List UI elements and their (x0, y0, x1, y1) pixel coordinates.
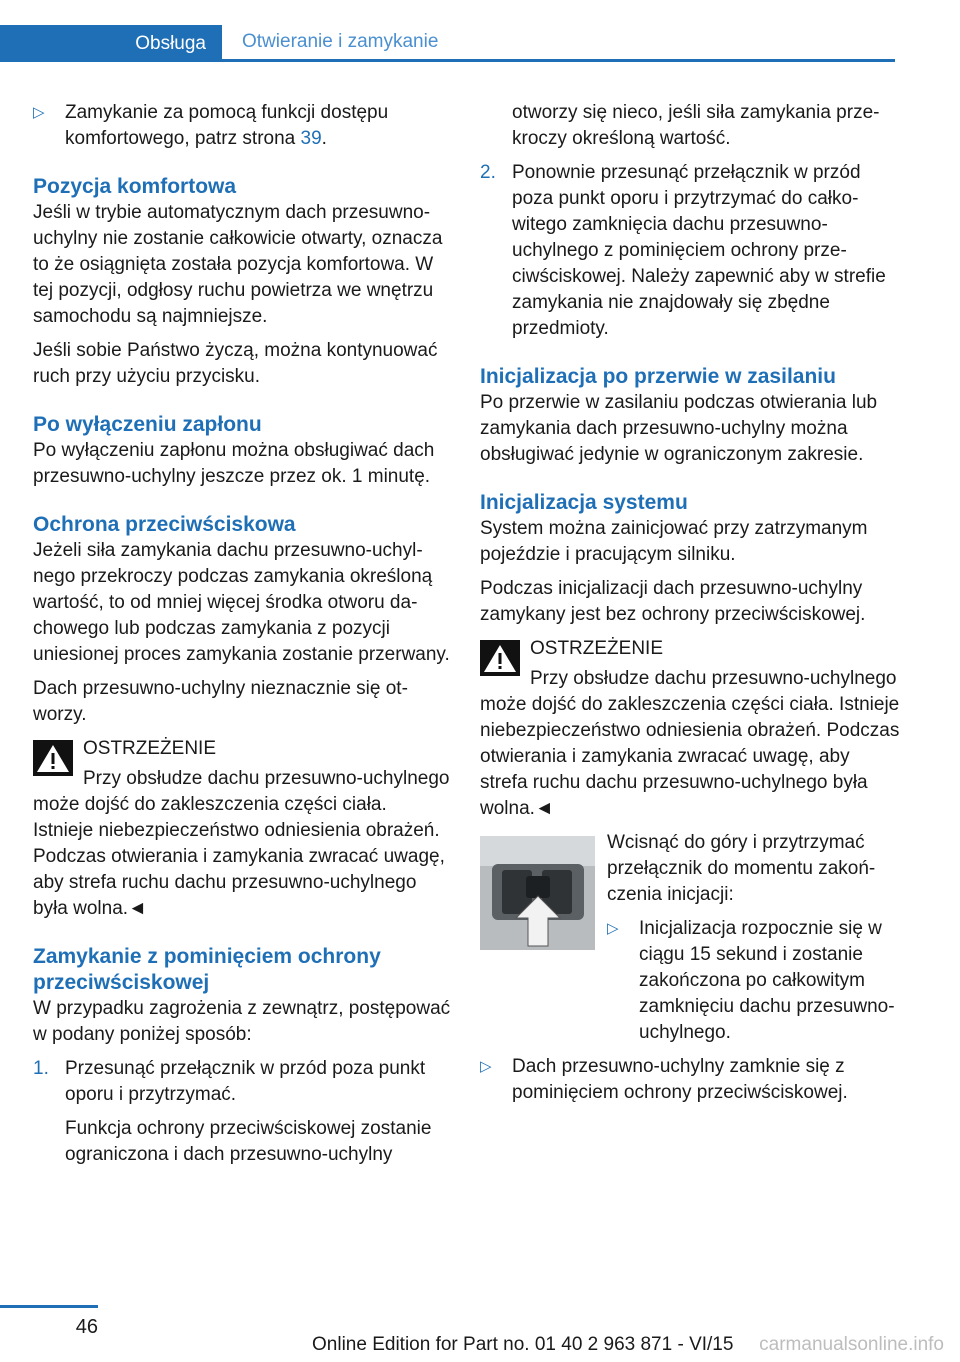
page-link[interactable]: 39 (300, 128, 322, 149)
triangle-bullet-icon: ▷ (607, 920, 619, 937)
edition-text: Online Edition for Part no. 01 40 2 963 871 - VI/15 (312, 1334, 734, 1355)
triangle-bullet-icon: ▷ (33, 104, 45, 121)
warning-block (480, 636, 900, 822)
paragraph: Podczas inicjalizacji dach przesuwno-uchylny zamykany jest bez ochrony przeciwściskowej. (480, 578, 866, 625)
right-column (480, 100, 900, 1114)
heading-ochrona: Ochrona przeciwściskowa (33, 513, 296, 536)
watermark: carmanualsonline.info (759, 1334, 944, 1355)
warning-text: Przy obsłudze dachu przesuwno-uchylnego może dojść do zakleszczenia części ciała. Istnieje niebezpieczeństwo odniesienia obrażeń. Podczas otwierania i zamykania zwracać uwagę, aby strefa ruchu dachu przesuwno-uchylnego była wolna.◄ (33, 768, 450, 919)
switch-figure (480, 830, 900, 1046)
list-item (480, 160, 900, 342)
footer-divider (0, 1305, 98, 1308)
tab-obsluga[interactable] (0, 25, 222, 62)
paragraph: Jeżeli siła zamykania dachu przesuwno-uchylnego przekroczy podczas zamykania określoną wartość, to od mniej więcej środka otworu dachowego lub podczas zamykania z pozycji uniesionej proces zamykania zostanie przerwany. (33, 540, 450, 665)
instruction-text: Wcisnąć do góry i przytrzymać przełącznik do momentu zakończenia inicjacji: (607, 832, 876, 905)
warning-block (33, 736, 451, 922)
tab-otwieranie-label: Otwieranie i zamykanie (242, 31, 439, 52)
list-item (33, 1056, 451, 1168)
paragraph: Po przerwie w zasilaniu podczas otwierania lub zamykania dach przesuwno-uchylny można obsługiwać jedynie w ograniczonym zakresie. (480, 392, 878, 465)
left-column (33, 100, 451, 1176)
paragraph: Jeśli sobie Państwo życzą, można kontynuować ruch przy użyciu przycisku. (33, 340, 438, 387)
paragraph: Po wyłączeniu zapłonu można obsługiwać dach przesuwno-uchylny jeszcze przez ok. 1 minutę. (33, 440, 435, 487)
step-subtext: Funkcja ochrony przeciwściskowej zostanie ograniczona i dach przesuwno-uchylny (65, 1118, 432, 1165)
triangle-bullet-icon: ▷ (480, 1058, 492, 1075)
warning-text: Przy obsłudze dachu przesuwno-uchylnego może dojść do zakleszczenia części ciała. Istnieje niebezpieczeństwo odniesienia obrażeń. Podczas otwierania i zamykania zwracać uwagę, aby strefa ruchu dachu przesuwno-uchylnego była wolna.◄ (480, 668, 900, 819)
heading-init-power: Inicjalizacja po przerwie w zasilaniu (480, 365, 836, 388)
bullet-text: Zamykanie za pomocą funkcji dostępu komfortowego, patrz strona (65, 102, 389, 149)
step-text: Ponownie przesunąć przełącznik w przód poza punkt oporu i przytrzymać do całkowitego zamknięcia dachu przesuwno-uchylnego z pominięciem ochrony przeciwściskowej. Należy zapewnić aby w strefie zamykania nie znajdowały się zbędne przedmioty. (512, 162, 886, 339)
warning-heading: OSTRZEŻENIE (530, 638, 664, 659)
roof-switch-image (480, 836, 595, 950)
warning-icon (480, 640, 520, 676)
heading-init-sys: Inicjalizacja systemu (480, 491, 688, 514)
paragraph: W przypadku zagrożenia z zewnątrz, postępować w podany poniżej sposób: (33, 998, 451, 1045)
heading-komfort: Pozycja komfortowa (33, 175, 237, 198)
list-item (33, 100, 451, 152)
paragraph: System można zainicjować przy zatrzymanym pojeździe i pracującym silniku. (480, 518, 868, 565)
list-item (480, 100, 900, 152)
warning-heading: OSTRZEŻENIE (83, 738, 217, 759)
tab-otwieranie[interactable] (222, 25, 895, 62)
heading-zaplon: Po wyłączeniu zapłonu (33, 413, 262, 436)
warning-icon (33, 740, 73, 776)
bullet-text-end: . (321, 128, 327, 149)
paragraph: Jeśli w trybie automatycznym dach przesuwno-uchylny nie zostanie całkowicie otwarty, oznacza to że osiągnięta została pozycja komfortowa. W tej pozycji, odgłosy ruchu powietrza we wnętrzu samochodu są najmniejsze. (33, 202, 443, 327)
list-item (607, 916, 900, 1046)
bullet-text: Dach przesuwno-uchylny zamknie się z pominięciem ochrony przeciwściskowej. (512, 1056, 848, 1103)
page-number: 46 (75, 1316, 98, 1338)
step-continued-text: otworzy się nieco, jeśli siła zamykania przekroczy określoną wartość. (512, 102, 880, 149)
heading-pominiecie: Zamykanie z pominięciem ochrony przeciwściskowej (33, 945, 381, 994)
bullet-text: Inicjalizacja rozpocznie się w ciągu 15 sekund i zostanie zakończona po całkowitym zamknięciu dachu przesuwno-uchylnego. (639, 918, 895, 1043)
step-number: 2. (480, 162, 496, 183)
step-number: 1. (33, 1058, 49, 1079)
tab-obsluga-label: Obsługa (135, 32, 206, 54)
list-item (480, 1054, 900, 1106)
header-tabs (0, 25, 895, 62)
step-text: Przesunąć przełącznik w przód poza punkt oporu i przytrzymać. (65, 1058, 426, 1105)
paragraph: Dach przesuwno-uchylny nieznacznie się otworzy. (33, 678, 408, 725)
